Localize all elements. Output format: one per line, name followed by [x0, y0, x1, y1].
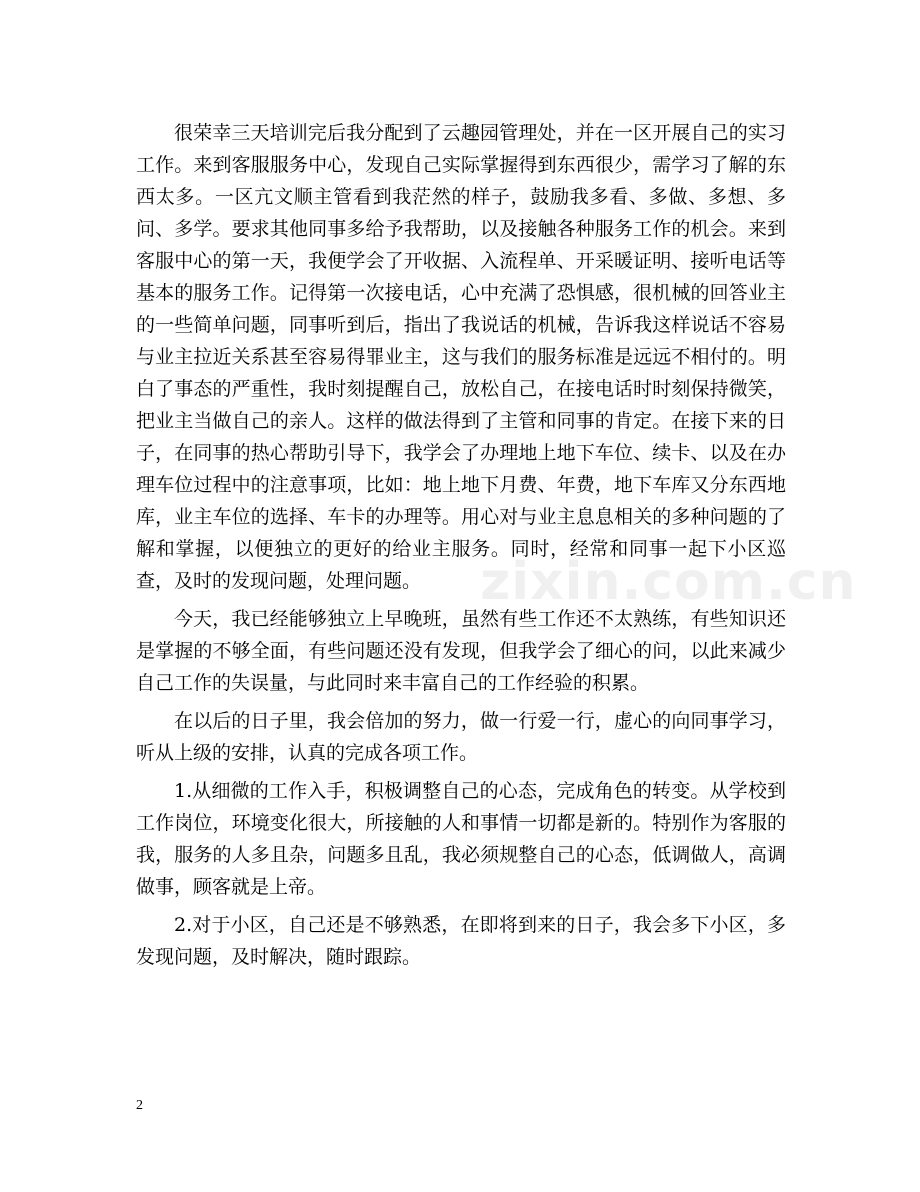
document-body: [136, 117, 786, 979]
paragraph-2: 今天，我已经能够独立上早晚班，虽然有些工作还不太熟练，有些知识还是掌握的不够全面，有些问题还没有发现，但我学会了细心的问，以此来减少自己工作的失误量，与此同时来丰富自己的工作经验的积累。: [136, 608, 786, 694]
paragraph-3: 在以后的日子里，我会倍加的努力，做一行爱一行，虚心的向同事学习，听从上级的安排，认真的完成各项工作。: [136, 710, 786, 764]
page-number: 2: [136, 1098, 143, 1113]
paragraph-4: 1.从细微的工作入手，积极调整自己的心态，完成角色的转变。从学校到工作岗位，环境变化很大，所接触的人和事情一切都是新的。特别作为客服的我，服务的人多且杂，问题多且乱，我必须规整自己的心态，低调做人，高调做事，顾客就是上帝。: [136, 780, 786, 898]
paragraph-1: 很荣幸三天培训完后我分配到了云趣园管理处，并在一区开展自己的实习工作。来到客服服务中心，发现自己实际掌握得到东西很少，需学习了解的东西太多。一区亢文顺主管看到我茫然的样子，鼓励我多看、多做、多想、多问、多学。要求其他同事多给予我帮助，以及接触各种服务工作的机会。来到客服中心的第一天，我便学会了开收据、入流程单、开采暖证明、接听电话等基本的服务工作。记得第一次接电话，心中充满了恐惧感，很机械的回答业主的一些简单问题，同事听到后，指出了我说话的机械，告诉我这样说话不容易与业主拉近关系甚至容易得罪业主，这与我们的服务标准是远远不相付的。明白了事态的严重性，我时刻提醒自己，放松自己，在接电话时时刻保持微笑，把业主当做自己的亲人。这样的做法得到了主管和同事的肯定。在接下来的日子，在同事的热心帮助引导下，我学会了办理地上地下车位、续卡、以及在办理车位过程中的注意事项，比如：地上地下月费、年费，地下车库又分东西地库，业主车位的选择、车卡的办理等。用心对与业主息息相关的多种问题的了解和掌握，以便独立的更好的给业主服务。同时，经常和同事一起下小区巡查，及时的发现问题，处理问题。: [136, 122, 786, 592]
watermark: zixin.com.cn: [480, 552, 857, 612]
paragraph-5: 2.对于小区，自己还是不够熟悉，在即将到来的日子，我会多下小区，多发现问题，及时解决，随时跟踪。: [136, 914, 786, 968]
